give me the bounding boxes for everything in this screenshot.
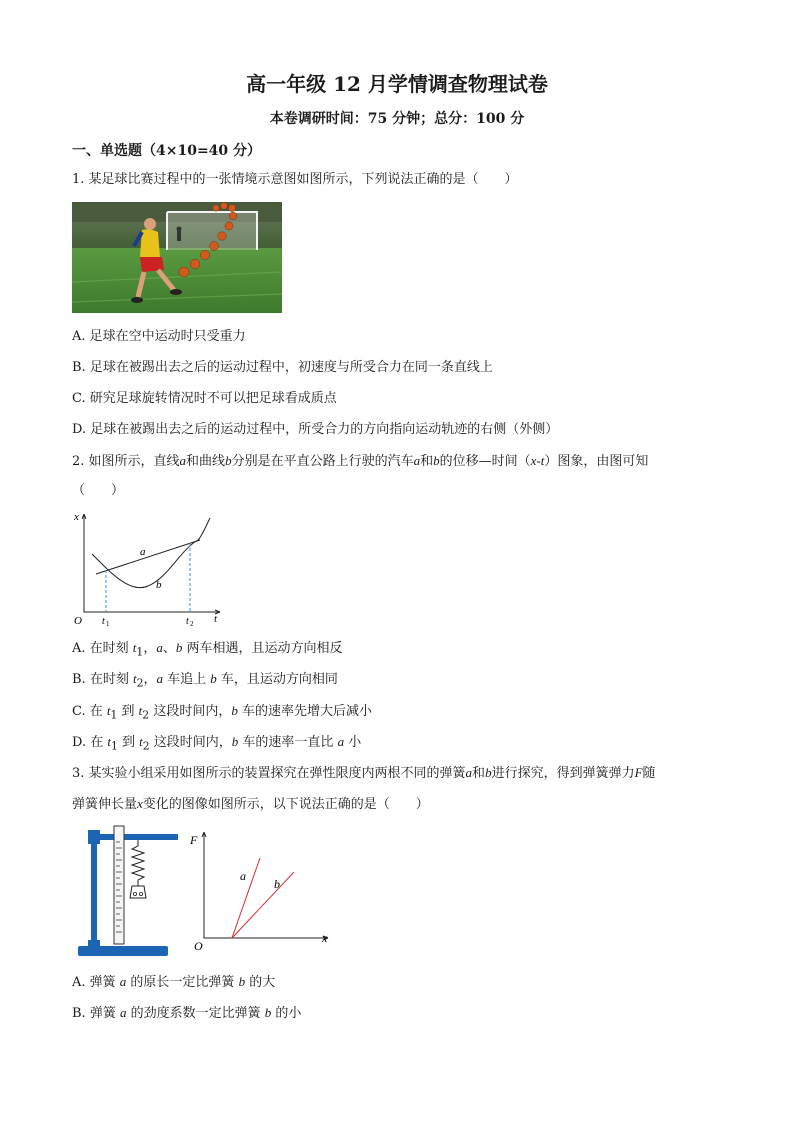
soccer-scene-image	[72, 202, 282, 313]
svg-text:x: x	[322, 931, 328, 945]
q3-option-b[interactable]: B. 弹簧 a 的劲度系数一定比弹簧 b 的小	[72, 1005, 302, 1021]
question-2-stem-line2: （ ）	[72, 483, 125, 498]
q1-option-c[interactable]: C. 研究足球旋转情况时不可以把足球看成质点	[72, 391, 337, 406]
svg-text:O: O	[194, 939, 203, 953]
q1-option-b[interactable]: B. 足球在被踢出去之后的运动过程中，初速度与所受合力在同一条直线上	[72, 360, 493, 375]
svg-text:O: O	[74, 615, 82, 627]
svg-text:t: t	[102, 616, 105, 627]
q1-option-d[interactable]: D. 足球在被踢出去之后的运动过程中，所受合力的方向指向运动轨迹的右侧（外侧）	[72, 422, 559, 437]
line-a	[96, 540, 200, 574]
svg-text:a: a	[140, 546, 146, 558]
soccer-scene-illustration	[72, 202, 282, 313]
svg-text:2: 2	[190, 620, 194, 628]
svg-text:t: t	[214, 613, 218, 625]
q2-option-a[interactable]: A. 在时刻 $t_1$，a、b 两车相遇，且运动方向相反	[72, 640, 343, 659]
svg-text:x: x	[74, 511, 79, 523]
force-extension-graph	[190, 828, 335, 954]
spring-apparatus-diagram	[74, 822, 184, 962]
q3-option-a[interactable]: A. 弹簧 a 的原长一定比弹簧 b 的大	[72, 974, 276, 990]
q2-option-c[interactable]: C. 在 $t_1$ 到 $t_2$ 这段时间内，b 车的速率先增大后减小	[72, 703, 372, 722]
question-3-stem: 3. 某实验小组采用如图所示的装置探究在弹性限度内两根不同的弹簧a和b进行探究，得到弹簧弹力F随	[72, 765, 656, 781]
question-3-stem-line2: 弹簧伸长量x变化的图像如图所示，以下说法正确的是（ ）	[72, 796, 429, 812]
svg-text:F: F	[190, 833, 198, 847]
page-subtitle: 本卷调研时间：75 分钟；总分：100 分	[269, 111, 525, 127]
page-title: 高一年级 12 月学情调查物理试卷	[246, 72, 548, 96]
section-heading: 一、单选题（4×10=40 分）	[72, 143, 262, 159]
svg-text:b: b	[156, 579, 162, 591]
q2-option-d[interactable]: D. 在 $t_1$ 到 $t_2$ 这段时间内，b 车的速率一直比 a 小	[72, 734, 362, 753]
xt-graph	[70, 508, 230, 628]
question-1-stem: 1. 某足球比赛过程中的一张情境示意图如图所示，下列说法正确的是（ ）	[72, 172, 518, 187]
svg-text:a: a	[240, 869, 246, 883]
q1-option-a[interactable]: A. 足球在空中运动时只受重力	[72, 329, 246, 344]
question-2-stem: 2. 如图所示，直线a和曲线b分别是在平直公路上行驶的汽车a和b的位移—时间（x-t）图象，由图可知	[72, 453, 649, 469]
curve-b	[92, 518, 210, 588]
svg-text:t: t	[186, 616, 189, 627]
svg-text:b: b	[274, 877, 280, 891]
svg-text:1: 1	[106, 620, 110, 628]
q2-option-b[interactable]: B. 在时刻 $t_2$，a 车追上 b 车，且运动方向相同	[72, 671, 338, 690]
